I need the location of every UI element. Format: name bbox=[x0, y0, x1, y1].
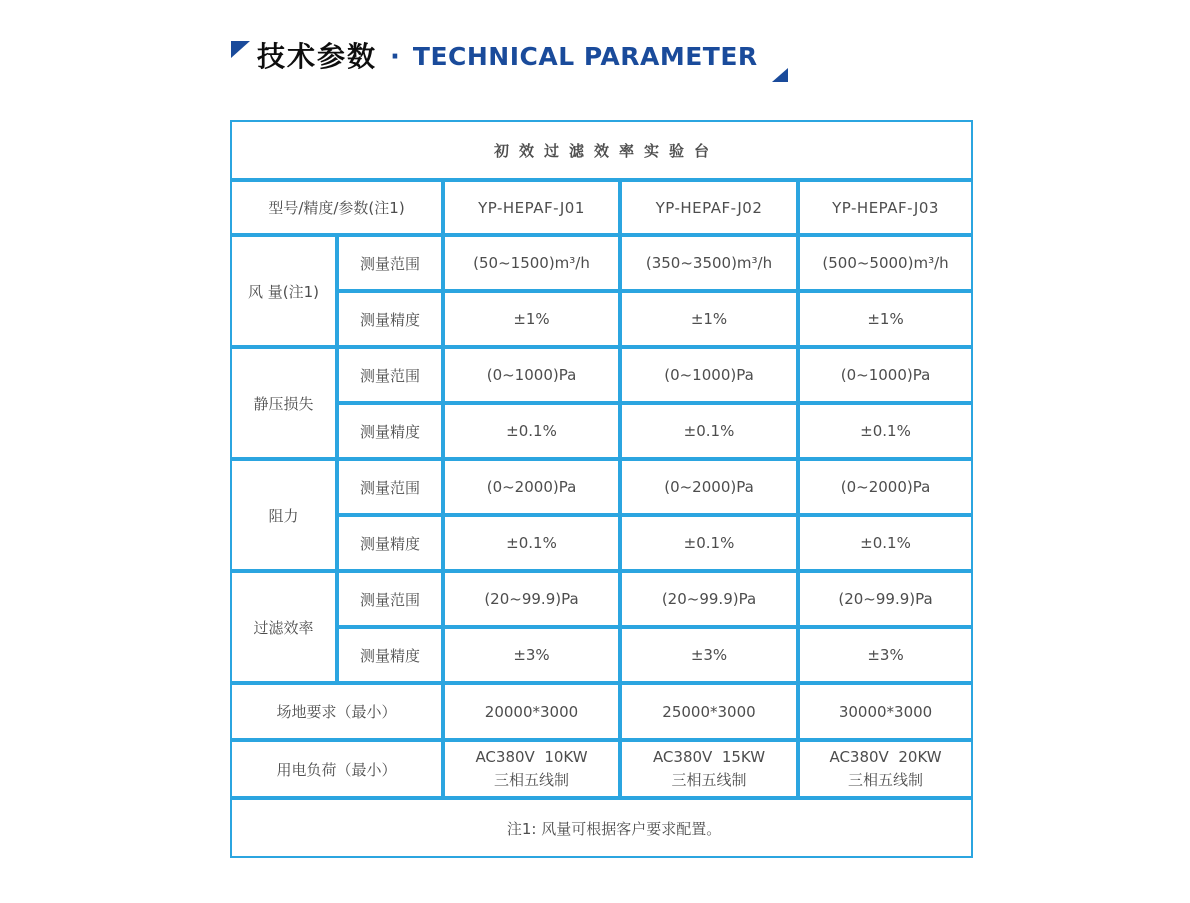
spec-table bbox=[230, 120, 973, 858]
power-voltage: AC380V 10KW bbox=[475, 747, 588, 766]
model-header-cell: YP-HEPAF-J03 bbox=[798, 180, 973, 235]
table-row bbox=[230, 291, 973, 347]
model-header-cell: YP-HEPAF-J02 bbox=[620, 180, 798, 235]
row-label-cell: 测量范围 bbox=[337, 347, 443, 403]
table-row bbox=[230, 403, 973, 459]
power-wiring: 三相五线制 bbox=[671, 771, 747, 789]
value-cell: ±0.1% bbox=[798, 403, 973, 459]
row-label-cell: 测量精度 bbox=[337, 403, 443, 459]
row-label-cell: 场地要求（最小） bbox=[230, 683, 443, 740]
note-text: 注1: 风量可根据客户要求配置。 bbox=[230, 798, 973, 858]
table-row bbox=[230, 515, 973, 571]
value-cell: ±0.1% bbox=[443, 515, 620, 571]
group-label-cell: 过滤效率 bbox=[230, 571, 337, 683]
table-title-row bbox=[230, 120, 973, 180]
value-cell: ±1% bbox=[620, 291, 798, 347]
power-wiring: 三相五线制 bbox=[848, 771, 924, 789]
value-cell: (20~99.9)Pa bbox=[620, 571, 798, 627]
value-cell bbox=[620, 740, 798, 798]
value-cell: (20~99.9)Pa bbox=[798, 571, 973, 627]
value-cell: (0~2000)Pa bbox=[443, 459, 620, 515]
value-cell: ±0.1% bbox=[798, 515, 973, 571]
value-cell: (0~1000)Pa bbox=[620, 347, 798, 403]
table-header-row bbox=[230, 180, 973, 235]
value-cell bbox=[443, 740, 620, 798]
site-row bbox=[230, 683, 973, 740]
table-row bbox=[230, 347, 973, 403]
section-header bbox=[231, 40, 788, 74]
value-cell: ±3% bbox=[798, 627, 973, 683]
row-label-cell: 测量精度 bbox=[337, 627, 443, 683]
value-cell: 25000*3000 bbox=[620, 683, 798, 740]
power-row bbox=[230, 740, 973, 798]
group-label-cell: 静压损失 bbox=[230, 347, 337, 459]
corner-triangle-bottom-right-icon bbox=[772, 68, 788, 82]
table-title: 初效过滤效率实验台 bbox=[230, 120, 973, 180]
value-cell: ±0.1% bbox=[620, 515, 798, 571]
note-row bbox=[230, 798, 973, 858]
value-cell: (350~3500)m³/h bbox=[620, 235, 798, 291]
value-cell: (20~99.9)Pa bbox=[443, 571, 620, 627]
power-voltage: AC380V 20KW bbox=[829, 747, 942, 766]
row-label-cell: 测量精度 bbox=[337, 515, 443, 571]
group-label-cell: 阻力 bbox=[230, 459, 337, 571]
power-wiring: 三相五线制 bbox=[493, 771, 569, 789]
title-separator-dot: · bbox=[390, 41, 400, 72]
table-row bbox=[230, 459, 973, 515]
power-voltage: AC380V 15KW bbox=[652, 747, 766, 766]
row-label-cell: 用电负荷（最小） bbox=[230, 740, 443, 798]
row-label-cell: 测量范围 bbox=[337, 459, 443, 515]
value-cell: (0~2000)Pa bbox=[620, 459, 798, 515]
table-row bbox=[230, 235, 973, 291]
model-header-cell: YP-HEPAF-J01 bbox=[443, 180, 620, 235]
value-cell: ±0.1% bbox=[443, 403, 620, 459]
value-cell: (0~1000)Pa bbox=[443, 347, 620, 403]
value-cell: (500~5000)m³/h bbox=[798, 235, 973, 291]
value-cell: (50~1500)m³/h bbox=[443, 235, 620, 291]
section-title-en: TECHNICAL PARAMETER bbox=[412, 41, 758, 71]
value-cell: ±0.1% bbox=[620, 403, 798, 459]
table-row bbox=[230, 571, 973, 627]
group-label-cell: 风 量(注1) bbox=[230, 235, 337, 347]
value-cell: ±1% bbox=[443, 291, 620, 347]
value-cell: ±3% bbox=[620, 627, 798, 683]
value-cell: ±1% bbox=[798, 291, 973, 347]
value-cell: (0~2000)Pa bbox=[798, 459, 973, 515]
value-cell: ±3% bbox=[443, 627, 620, 683]
corner-triangle-top-left-icon bbox=[231, 41, 250, 58]
table-row bbox=[230, 627, 973, 683]
value-cell: 20000*3000 bbox=[443, 683, 620, 740]
value-cell: (0~1000)Pa bbox=[798, 347, 973, 403]
row-label-cell: 测量范围 bbox=[337, 571, 443, 627]
row-label-cell: 测量精度 bbox=[337, 291, 443, 347]
value-cell bbox=[798, 740, 973, 798]
row-label-cell: 测量范围 bbox=[337, 235, 443, 291]
param-header-cell: 型号/精度/参数(注1) bbox=[230, 180, 443, 235]
value-cell: 30000*3000 bbox=[798, 683, 973, 740]
section-title-zh: 技术参数 bbox=[257, 40, 378, 73]
